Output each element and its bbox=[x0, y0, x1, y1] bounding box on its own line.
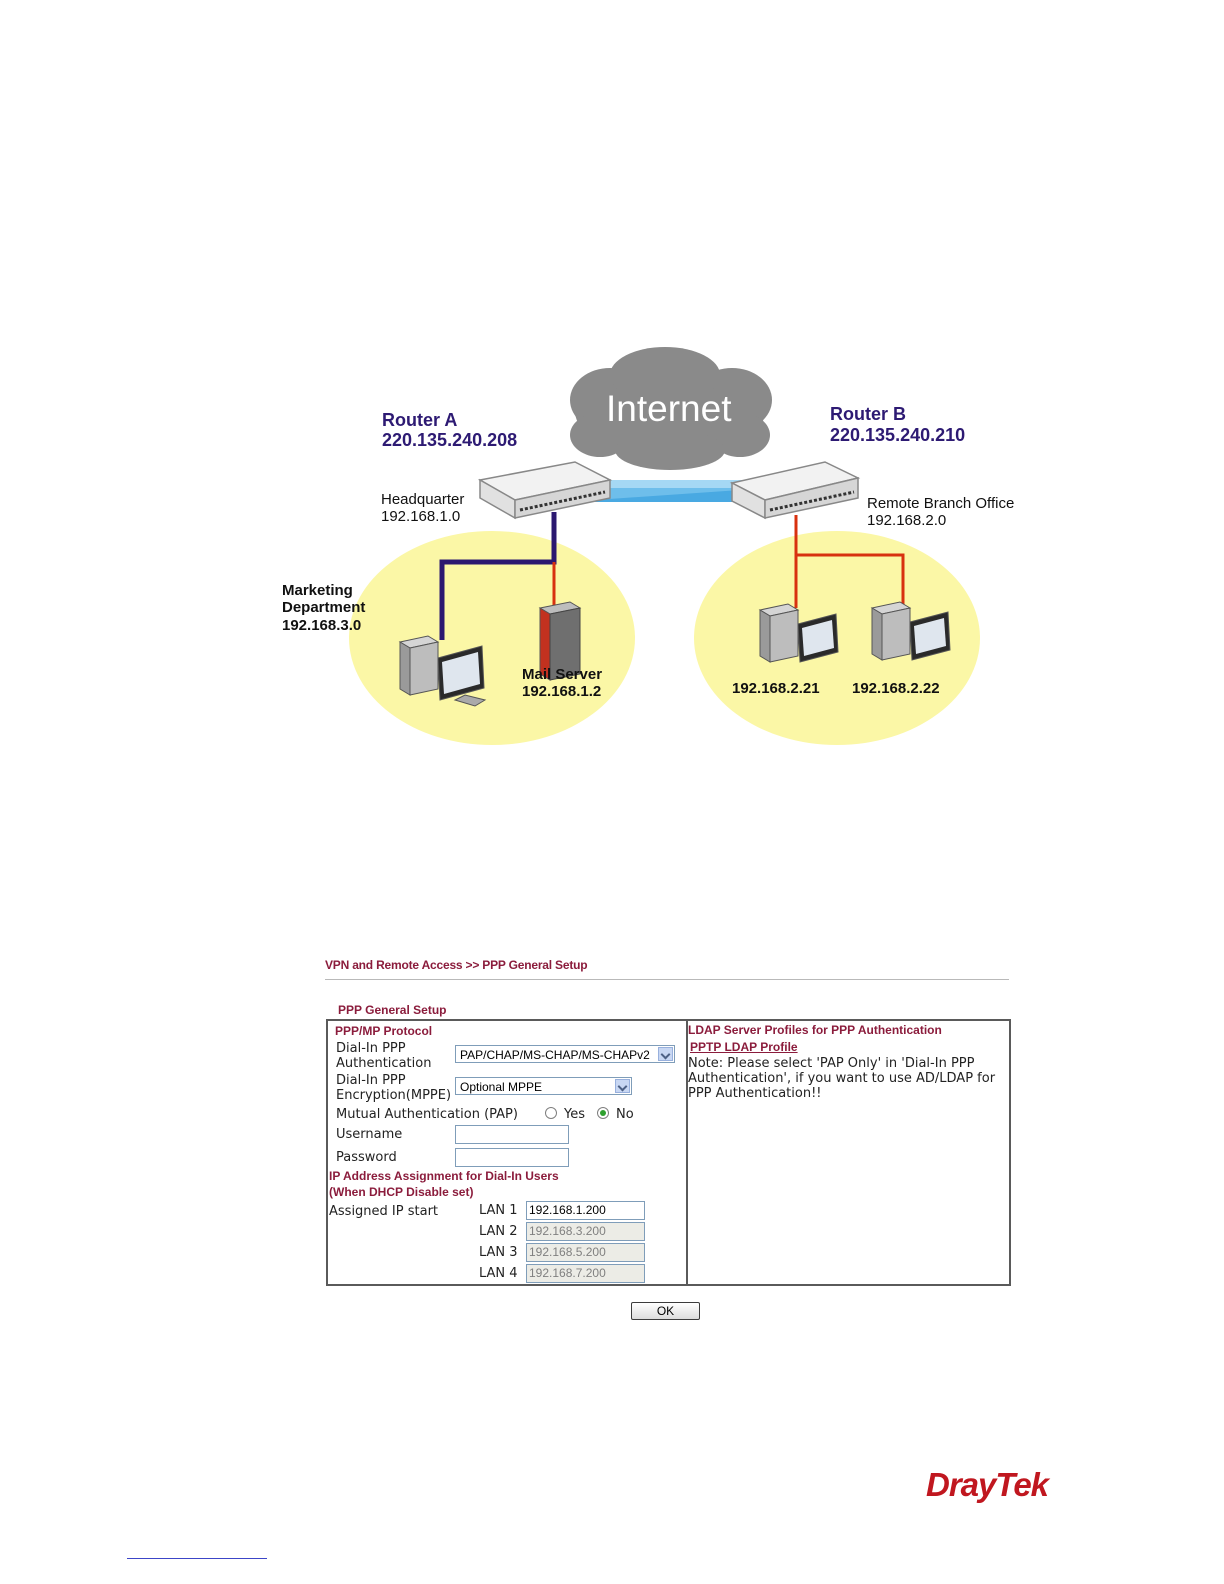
pc-21-ip: 192.168.2.21 bbox=[732, 680, 820, 697]
auth-label-line2: Authentication bbox=[336, 1056, 432, 1071]
ip-section-heading-1: IP Address Assignment for Dial-In Users bbox=[329, 1169, 559, 1183]
ppp-settings-panel bbox=[326, 1019, 1011, 1286]
encryption-select[interactable] bbox=[455, 1077, 632, 1095]
marketing-label-1: Marketing bbox=[282, 582, 353, 599]
ldap-section-heading: LDAP Server Profiles for PPP Authentication bbox=[688, 1023, 942, 1037]
pptp-ldap-profile-link[interactable]: PPTP LDAP Profile bbox=[690, 1040, 798, 1054]
network-diagram bbox=[270, 340, 1050, 760]
mutual-auth-label: Mutual Authentication (PAP) bbox=[336, 1107, 518, 1122]
auth-select-value: PAP/CHAP/MS-CHAP/MS-CHAPv2 bbox=[460, 1048, 650, 1062]
remote-office-label: Remote Branch Office bbox=[867, 495, 1015, 512]
auth-select[interactable] bbox=[455, 1045, 675, 1063]
password-input[interactable] bbox=[455, 1148, 569, 1167]
mutual-yes-label: Yes bbox=[564, 1107, 585, 1122]
marketing-subnet: 192.168.3.0 bbox=[282, 617, 362, 634]
mail-server-ip: 192.168.1.2 bbox=[522, 683, 602, 700]
breadcrumb: VPN and Remote Access >> PPP General Setup bbox=[325, 958, 588, 972]
enc-label-line2: Encryption(MPPE) bbox=[336, 1088, 452, 1103]
mail-server-label: Mail Server bbox=[522, 666, 603, 683]
lan1-label: LAN 1 bbox=[479, 1203, 518, 1218]
router-a-device bbox=[480, 462, 610, 518]
draytek-logo: DrayTek bbox=[926, 1466, 1049, 1503]
router-b-device bbox=[732, 462, 858, 518]
ldap-note: Note: Please select 'PAP Only' in 'Dial-In PPP Authentication', if you want to use AD/LDAP for PPP Authentication!! bbox=[688, 1056, 996, 1101]
pc-22-ip: 192.168.2.22 bbox=[852, 680, 940, 697]
lan3-ip-input: 192.168.5.200 bbox=[526, 1243, 645, 1262]
headquarter-subnet: 192.168.1.0 bbox=[381, 508, 461, 525]
auth-label-line1: Dial-In PPP bbox=[336, 1041, 406, 1056]
password-label: Password bbox=[336, 1150, 397, 1165]
ip-section-heading-2: (When DHCP Disable set) bbox=[329, 1185, 474, 1199]
assigned-ip-label: Assigned IP start bbox=[329, 1204, 439, 1219]
lan4-ip-input: 192.168.7.200 bbox=[526, 1264, 645, 1283]
mutual-no-label: No bbox=[616, 1107, 634, 1122]
lan3-label: LAN 3 bbox=[479, 1245, 518, 1260]
lan2-label: LAN 2 bbox=[479, 1224, 518, 1239]
encryption-select-value: Optional MPPE bbox=[460, 1080, 543, 1094]
lan1-ip-input[interactable]: 192.168.1.200 bbox=[526, 1201, 645, 1220]
internet-label: Internet bbox=[606, 388, 732, 429]
footer-line bbox=[127, 1558, 267, 1559]
lan2-ip-input: 192.168.3.200 bbox=[526, 1222, 645, 1241]
protocol-section-heading: PPP/MP Protocol bbox=[335, 1024, 433, 1038]
username-label: Username bbox=[336, 1127, 403, 1142]
chevron-down-icon bbox=[658, 1047, 673, 1061]
headquarter-label: Headquarter bbox=[381, 491, 465, 508]
remote-office-subnet: 192.168.2.0 bbox=[867, 512, 947, 529]
username-input[interactable] bbox=[455, 1125, 569, 1144]
enc-label-line1: Dial-In PPP bbox=[336, 1073, 406, 1088]
title-divider bbox=[325, 979, 1009, 980]
panel-title: PPP General Setup bbox=[338, 1003, 447, 1017]
mutual-no-radio[interactable] bbox=[597, 1107, 609, 1119]
ok-button[interactable]: OK bbox=[631, 1302, 700, 1320]
marketing-label-2: Department bbox=[282, 599, 366, 616]
chevron-down-icon bbox=[615, 1079, 630, 1093]
lan4-label: LAN 4 bbox=[479, 1266, 518, 1281]
mutual-yes-radio[interactable] bbox=[545, 1107, 557, 1119]
router-a-name: Router A bbox=[382, 410, 458, 430]
router-b-ip: 220.135.240.210 bbox=[830, 425, 966, 445]
router-a-ip: 220.135.240.208 bbox=[382, 430, 518, 450]
router-b-name: Router B bbox=[830, 404, 906, 424]
